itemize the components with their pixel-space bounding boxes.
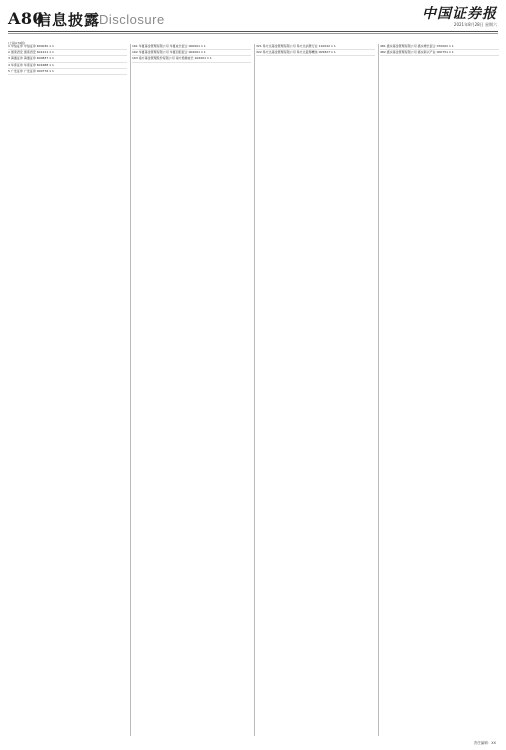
continued-note: (上接A79版)	[8, 41, 26, 45]
table-row: 2 国泰君安 国泰君安 601211 1 1	[8, 50, 127, 56]
table-row: 4 华泰证券 华泰证券 601688 1 1	[8, 63, 127, 69]
column-divider	[254, 44, 255, 736]
newspaper-logo: 中国证券报	[422, 6, 497, 22]
page-code: A80	[8, 9, 45, 28]
table-row: 482 嘉实基金管理有限公司 嘉实新兴产业 000751 1 1	[380, 50, 499, 56]
table-column-2	[132, 44, 251, 738]
table-row: 163 南方基金管理股份有限公司 南方稳健成长 202001 1 1	[132, 56, 251, 62]
table-row: 1 中信证券 中信证券 600030 1 1	[8, 44, 127, 50]
header-rule-thin	[8, 33, 498, 34]
table-row: 321 易方达基金管理有限公司 易方达消费行业 110022 1 1	[256, 44, 375, 50]
table-row: 161 华夏基金管理有限公司 华夏成长混合 000001 1 1	[132, 44, 251, 50]
table-column-3	[256, 44, 375, 738]
page-footer: 责任编辑：XX	[473, 741, 496, 745]
header-rule	[8, 31, 498, 32]
table-column-1	[8, 44, 127, 738]
table-row: 162 华夏基金管理有限公司 华夏回报混合 002001 1 1	[132, 50, 251, 56]
section-name: 信息披露	[36, 11, 101, 29]
section-english-title: Disclosure	[99, 12, 165, 27]
column-divider	[378, 44, 379, 736]
table-row: 5 广发证券 广发证券 000776 1 1	[8, 69, 127, 75]
table-row: 322 易方达基金管理有限公司 易方达蓝筹精选 005827 1 1	[256, 50, 375, 56]
dateline: 2021年8月28日 星期六	[453, 22, 497, 27]
table-row: 3 海通证券 海通证券 600837 1 1	[8, 56, 127, 62]
table-row: 481 嘉实基金管理有限公司 嘉实增长混合 070002 1 1	[380, 44, 499, 50]
column-divider	[130, 44, 131, 736]
table-column-4	[380, 44, 499, 738]
